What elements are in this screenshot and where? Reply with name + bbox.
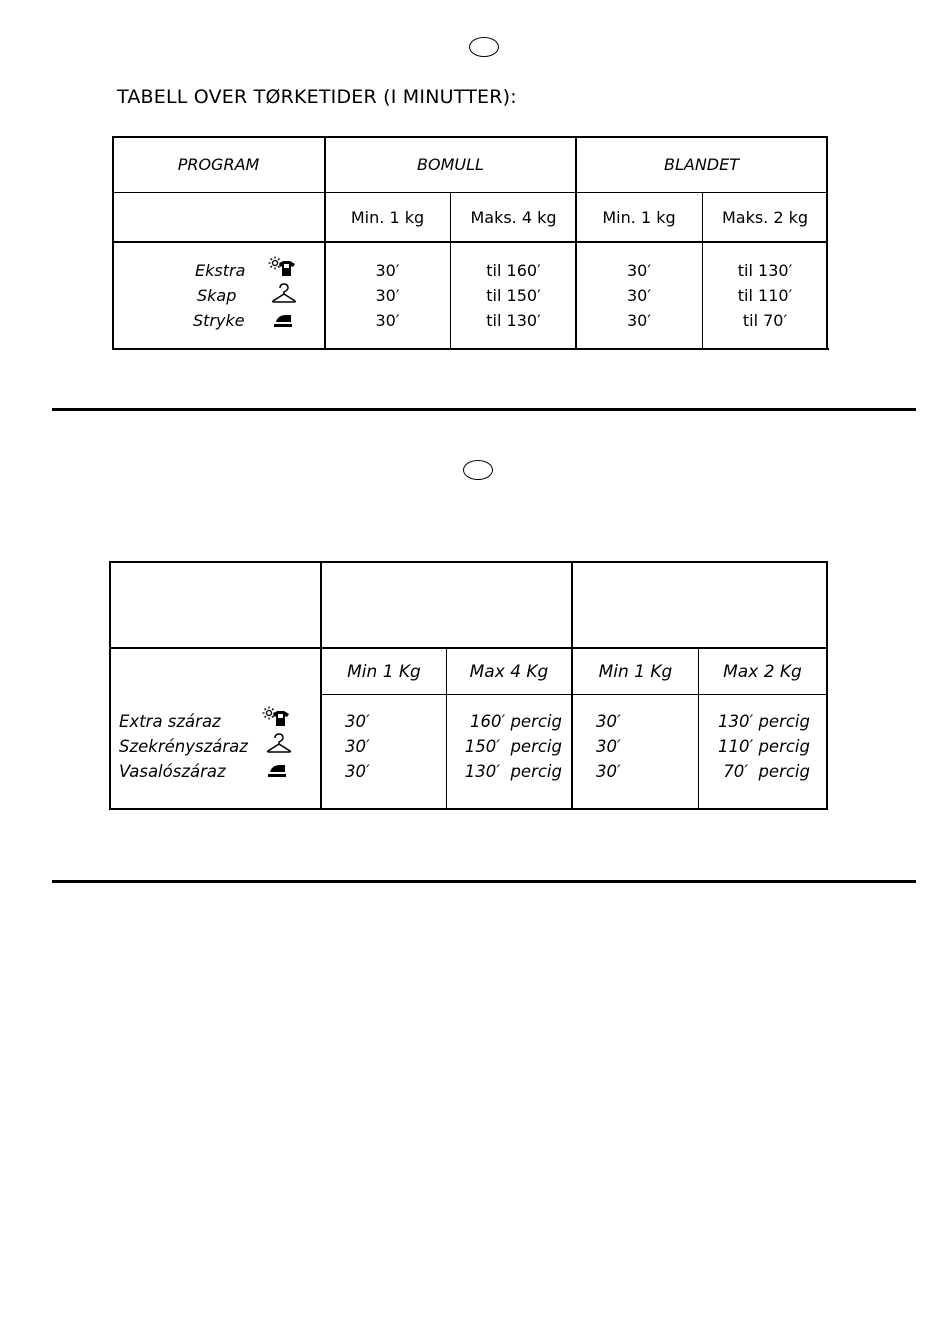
iron-icon bbox=[270, 307, 298, 329]
header-program: PROGRAM bbox=[177, 154, 260, 174]
subheader-cotton-max: Max 4 Kg bbox=[469, 661, 549, 682]
value-cell: 30′ bbox=[375, 311, 400, 330]
section-divider bbox=[52, 408, 916, 411]
cotton-min-values bbox=[325, 258, 450, 333]
subheader-mixed-min: Min 1 Kg bbox=[598, 661, 673, 682]
subheader-mixed-min: Min. 1 kg bbox=[602, 207, 676, 227]
value-cell: 150′ percig bbox=[464, 737, 562, 756]
hanger-icon bbox=[270, 282, 298, 304]
subheader-cotton-min: Min 1 Kg bbox=[347, 661, 421, 682]
value-cell: 130′ percig bbox=[464, 762, 562, 781]
mixed-max-values bbox=[703, 258, 827, 333]
mixed-min-values bbox=[596, 709, 621, 784]
mixed-min-values bbox=[576, 258, 702, 333]
subheader-cotton-max: Maks. 4 kg bbox=[470, 207, 557, 227]
program-iron: Stryke bbox=[193, 311, 245, 330]
extra-dry-icon bbox=[268, 256, 296, 278]
extra-dry-icon bbox=[262, 706, 290, 728]
cotton-max-values bbox=[451, 258, 576, 333]
value-cell: 30′ bbox=[375, 286, 400, 305]
value-cell: 30′ bbox=[596, 737, 621, 756]
value-cell: 30′ bbox=[627, 261, 651, 280]
value-cell: 110′ percig bbox=[717, 737, 810, 756]
hanger-icon bbox=[265, 732, 293, 754]
value-cell: 130′ percig bbox=[717, 712, 810, 731]
header-mixed: BLANDET bbox=[663, 154, 739, 174]
value-cell: 30′ bbox=[345, 762, 370, 781]
value-cell: 30′ bbox=[345, 737, 370, 756]
value-cell: til 70′ bbox=[742, 311, 788, 330]
value-cell: 30′ bbox=[596, 762, 621, 781]
value-cell: 30′ bbox=[627, 311, 651, 330]
value-cell: til 150′ bbox=[486, 286, 541, 305]
drying-times-table-hu bbox=[109, 561, 829, 811]
drying-times-table-no bbox=[112, 136, 829, 351]
language-badge-oval bbox=[463, 460, 493, 480]
value-cell: 30′ bbox=[627, 286, 651, 305]
cotton-min-values bbox=[345, 709, 370, 784]
value-cell: til 130′ bbox=[737, 261, 793, 280]
program-cupboard: Szekrényszáraz bbox=[119, 737, 248, 756]
header-cotton: BOMULL bbox=[417, 154, 484, 174]
page-title: TABELL OVER TØRKETIDER (I MINUTTER): bbox=[117, 86, 517, 108]
value-cell: 160′ percig bbox=[469, 712, 562, 731]
program-extra: Ekstra bbox=[195, 261, 246, 280]
value-cell: til 130′ bbox=[486, 311, 541, 330]
section-divider bbox=[52, 880, 916, 883]
language-badge-oval bbox=[469, 37, 499, 57]
subheader-mixed-max: Max 2 Kg bbox=[723, 661, 802, 682]
program-names bbox=[192, 258, 245, 333]
subheader-cotton-min: Min. 1 kg bbox=[350, 207, 425, 227]
value-cell: 30′ bbox=[596, 712, 621, 731]
program-names bbox=[119, 709, 248, 784]
iron-icon bbox=[264, 757, 292, 779]
program-iron: Vasalószáraz bbox=[119, 762, 226, 781]
cotton-max-values bbox=[447, 709, 562, 784]
value-cell: til 110′ bbox=[737, 286, 793, 305]
value-cell: 70′ percig bbox=[723, 762, 810, 781]
program-extra: Extra száraz bbox=[119, 712, 221, 731]
value-cell: til 160′ bbox=[486, 261, 541, 280]
program-cupboard: Skap bbox=[197, 286, 237, 305]
value-cell: 30′ bbox=[345, 712, 370, 731]
mixed-max-values bbox=[699, 709, 810, 784]
subheader-mixed-max: Maks. 2 kg bbox=[721, 207, 809, 227]
value-cell: 30′ bbox=[375, 261, 400, 280]
